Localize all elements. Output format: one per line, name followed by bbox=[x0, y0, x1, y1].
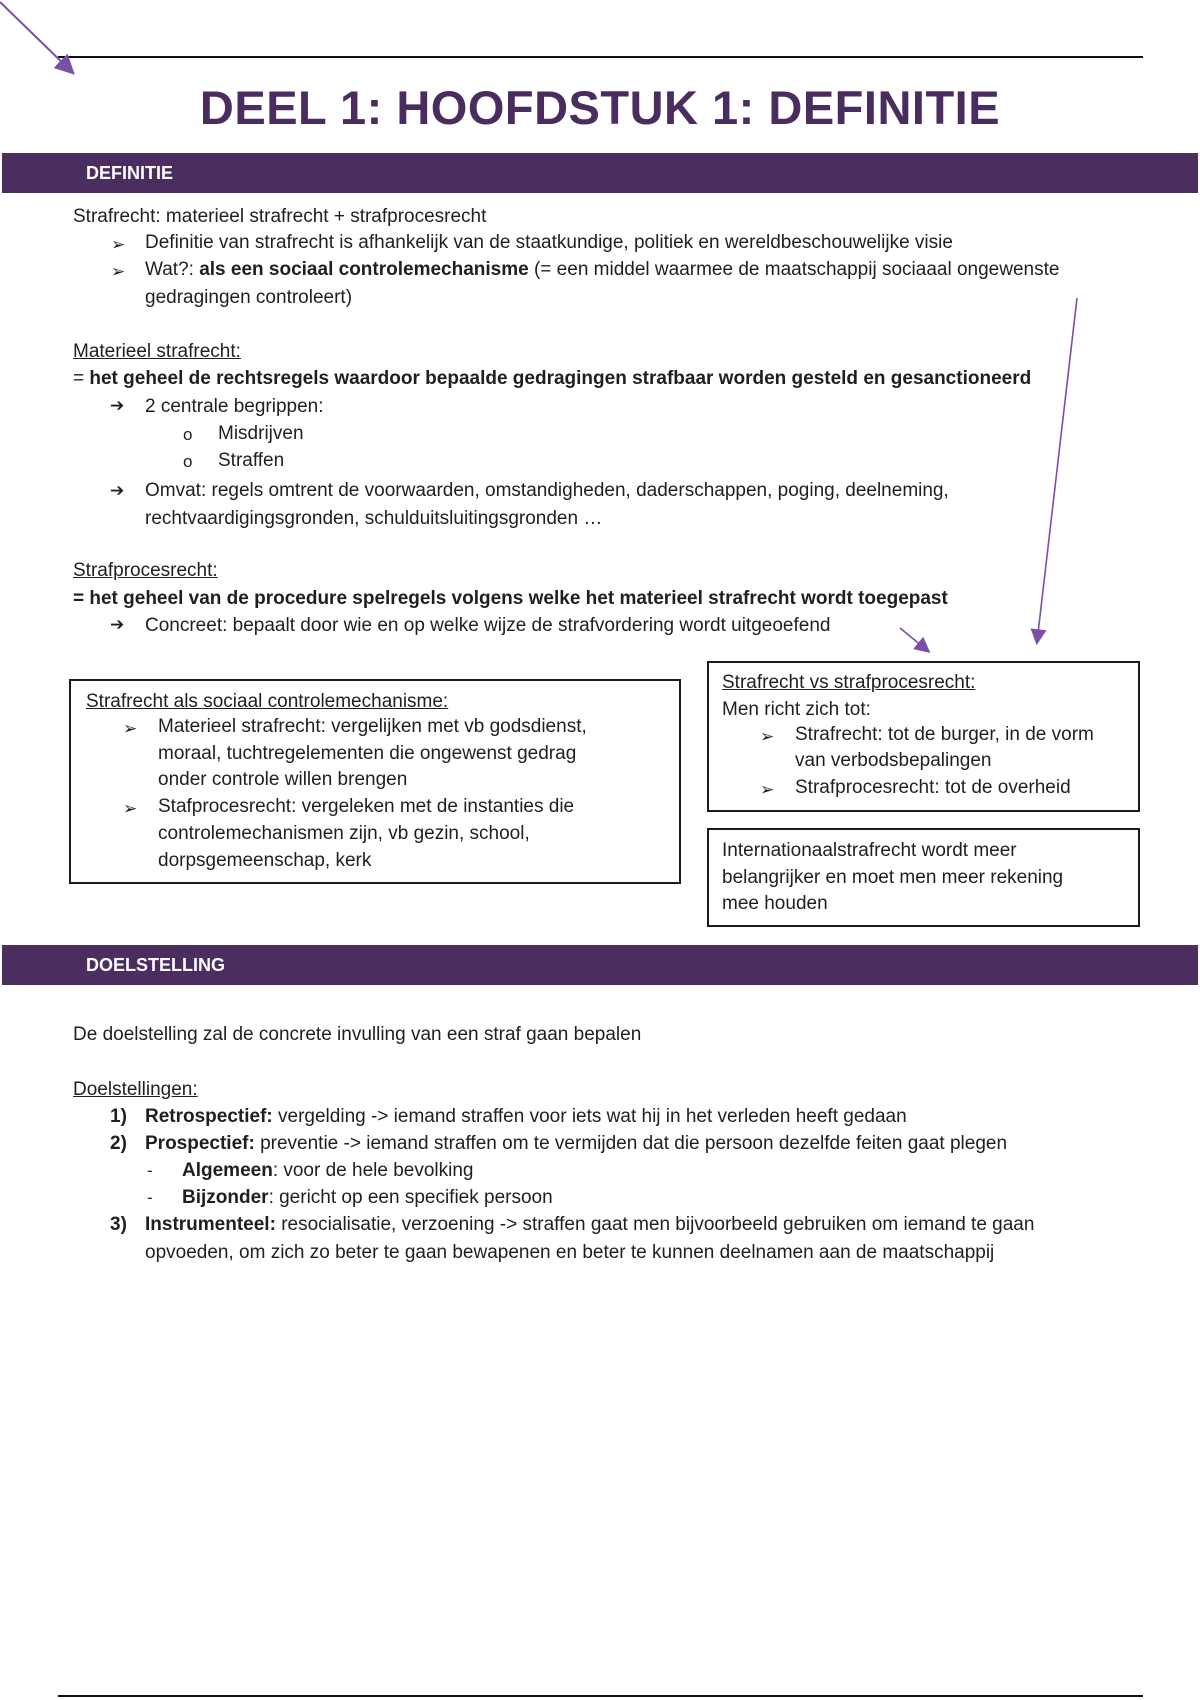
materieel-heading: Materieel strafrecht: bbox=[73, 341, 241, 362]
doel-sub-1 bbox=[182, 1157, 474, 1184]
procesrecht-point-1: Concreet: bepaalt door wie en op welke wijze de strafvordering wordt uitgeoefend bbox=[145, 615, 831, 636]
intro-bullet-1: Definitie van strafrecht is afhankelijk van de staatkundige, politiek en wereldbeschouwelijke visie bbox=[145, 232, 953, 253]
bullet2-rest: (= een middel waarmee de maatschappij sociaaal ongewenste bbox=[528, 259, 1060, 280]
box-sociaal-controlemechanisme bbox=[69, 679, 681, 884]
def-bold: het geheel de rechtsregels waardoor bepaalde gedragingen strafbaar worden gesteld en gesanctioneerd bbox=[89, 368, 1032, 389]
box-left-line: moraal, tuchtregelementen die ongewenst gedrag bbox=[158, 743, 577, 764]
doel-sub-bold: Bijzonder bbox=[182, 1187, 269, 1208]
arrowhead-bullet-icon: ➢ bbox=[111, 235, 126, 254]
dash-bullet-icon: - bbox=[147, 1161, 153, 1180]
materieel-point-2-cont: rechtvaardigingsgronden, schulduitsluitingsgronden … bbox=[145, 508, 603, 529]
box-left-heading: Strafrecht als sociaal controlemechanisme: bbox=[86, 691, 449, 712]
intro-bullet-2 bbox=[145, 256, 1059, 283]
arrowhead-bullet-icon: ➢ bbox=[111, 262, 126, 281]
doel-item-text: resocialisatie, verzoening -> straffen gaat men bijvoorbeeld gebruiken om iemand te gaan bbox=[275, 1214, 1035, 1235]
doel-item-2 bbox=[145, 1130, 1007, 1157]
box-note-line: belangrijker en moet men meer rekening bbox=[722, 867, 1064, 888]
procesrecht-heading: Strafprocesrecht: bbox=[73, 560, 218, 581]
doel-item-number: 2) bbox=[110, 1133, 127, 1154]
section-band-doelstelling: DOELSTELLING bbox=[2, 945, 1198, 985]
box-left-line: Materieel strafrecht: vergelijken met vb godsdienst, bbox=[158, 716, 587, 737]
bottom-rule bbox=[58, 1695, 1143, 1697]
box-right-line: Strafrecht: tot de burger, in de vorm bbox=[795, 724, 1094, 745]
doel-item-number: 1) bbox=[110, 1106, 127, 1127]
doel-item-text: preventie -> iemand straffen om te vermijden dat die persoon dezelfde feiten gaat plegen bbox=[254, 1133, 1008, 1154]
arrowhead-bullet-icon: ➢ bbox=[760, 780, 775, 799]
box-right-line: van verbodsbepalingen bbox=[795, 750, 992, 771]
box-strafrecht-vs-strafprocesrecht bbox=[707, 661, 1140, 812]
box-right-heading: Strafrecht vs strafprocesrecht: bbox=[722, 672, 976, 693]
doel-sub-bold: Algemeen bbox=[182, 1160, 273, 1181]
intro-line: Strafrecht: materieel strafrecht + strafprocesrecht bbox=[73, 206, 487, 227]
dash-bullet-icon: - bbox=[147, 1188, 153, 1207]
doel-item-bold: Instrumenteel: bbox=[145, 1214, 276, 1235]
bullet2-bold: als een sociaal controlemechanisme bbox=[199, 259, 529, 280]
materieel-point-2: Omvat: regels omtrent de voorwaarden, omstandigheden, daderschappen, poging, deelneming, bbox=[145, 480, 949, 501]
box-left-line: Stafprocesrecht: vergeleken met de instanties die bbox=[158, 796, 575, 817]
arrowhead-bullet-icon: ➢ bbox=[123, 719, 138, 738]
arrow-right-icon: ➔ bbox=[110, 481, 125, 500]
arrowhead-bullet-icon: ➢ bbox=[123, 799, 138, 818]
short-arrow bbox=[900, 628, 928, 651]
doel-sub-text: : voor de hele bevolking bbox=[272, 1160, 474, 1181]
materieel-sub-2: Straffen bbox=[218, 450, 285, 471]
box-left-line: dorpsgemeenschap, kerk bbox=[158, 850, 372, 871]
section-band-definitie: DEFINITIE bbox=[2, 153, 1198, 193]
doel-item-number: 3) bbox=[110, 1214, 127, 1235]
doel-item-3-cont: opvoeden, om zich zo beter te gaan bewapenen en beter te kunnen deelnamen aan de maatschappij bbox=[145, 1242, 995, 1263]
box-note-line: Internationaalstrafrecht wordt meer bbox=[722, 840, 1017, 861]
page-title: DEEL 1: HOOFDSTUK 1: DEFINITIE bbox=[199, 81, 1001, 134]
doel-sub-2 bbox=[182, 1184, 553, 1211]
long-arrow bbox=[1037, 298, 1077, 642]
box-left-line: controlemechanismen zijn, vb gezin, school, bbox=[158, 823, 530, 844]
doel-sub-text: : gericht op een specifiek persoon bbox=[268, 1187, 553, 1208]
box-note-line: mee houden bbox=[722, 893, 828, 914]
procesrecht-definition: = het geheel van de procedure spelregels volgens welke het materieel strafrecht wordt toegepast bbox=[73, 588, 948, 609]
arrowhead-bullet-icon: ➢ bbox=[760, 727, 775, 746]
materieel-point-1: 2 centrale begrippen: bbox=[145, 396, 324, 417]
bullet2-prefix: Wat?: bbox=[145, 259, 200, 280]
doel-item-text: vergelding -> iemand straffen voor iets wat hij in het verleden heeft gedaan bbox=[272, 1106, 907, 1127]
box-right-line: Strafprocesrecht: tot de overheid bbox=[795, 777, 1071, 798]
materieel-sub-1: Misdrijven bbox=[218, 423, 304, 444]
doel-item-bold: Prospectief: bbox=[145, 1133, 255, 1154]
box-right-intro: Men richt zich tot: bbox=[722, 699, 871, 720]
corner-arrow bbox=[0, 2, 72, 72]
doel-item-bold: Retrospectief: bbox=[145, 1106, 273, 1127]
doel-item-3 bbox=[145, 1211, 1034, 1238]
circle-bullet-icon: o bbox=[183, 425, 193, 444]
intro-bullet-2-cont: gedragingen controleert) bbox=[145, 287, 353, 308]
materieel-definition bbox=[73, 365, 1031, 392]
doel-item-1 bbox=[145, 1103, 907, 1130]
arrow-right-icon: ➔ bbox=[110, 615, 125, 634]
doel-intro: De doelstelling zal de concrete invulling van een straf gaan bepalen bbox=[73, 1024, 642, 1045]
circle-bullet-icon: o bbox=[183, 452, 193, 471]
doel-heading: Doelstellingen: bbox=[73, 1079, 198, 1100]
box-left-line: onder controle willen brengen bbox=[158, 769, 408, 790]
box-internationaal-strafrecht bbox=[707, 828, 1140, 927]
def-prefix: = bbox=[73, 368, 90, 389]
arrow-right-icon: ➔ bbox=[110, 396, 125, 415]
